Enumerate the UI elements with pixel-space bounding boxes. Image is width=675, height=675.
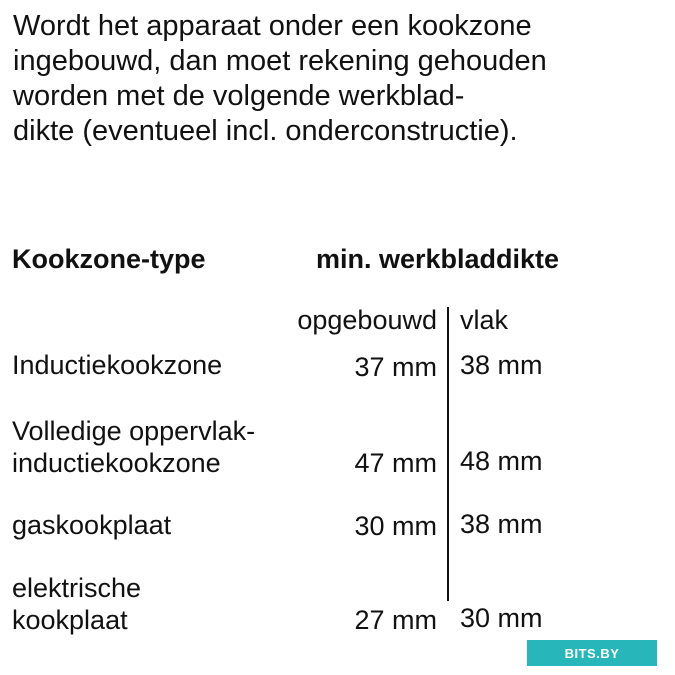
header-min-werkbladdikte: min. werkbladdikte (316, 244, 560, 274)
column-divider (447, 307, 449, 601)
watermark-text: BITS.BY (564, 645, 620, 661)
intro-line-1: Wordt het apparaat onder een kookzone (13, 10, 532, 42)
row-label-gaskookplaat (12, 509, 171, 541)
row-label-line: Volledige oppervlak- (12, 416, 256, 446)
row-label-volledige-oppervlak-inductiekookzone (12, 415, 255, 479)
row-label-elektrische-kookplaat (12, 572, 141, 636)
value-opgebouwd-gaskookplaat: 30 mm (354, 511, 437, 541)
watermark-badge (527, 640, 657, 666)
row-label-line: gaskookplaat (12, 510, 172, 540)
header-kookzone-type: Kookzone-type (12, 244, 206, 274)
column-header-opgebouwd: opgebouwd (297, 305, 437, 335)
value-vlak-volledige-oppervlak: 48 mm (460, 446, 543, 476)
intro-line-3: worden met de volgende werkblad- (13, 80, 465, 112)
intro-line-4: dikte (eventueel incl. onderconstructie). (13, 115, 518, 147)
column-header-vlak: vlak (460, 305, 509, 335)
value-vlak-elektrische-kookplaat: 30 mm (460, 603, 543, 633)
row-label-line: Inductiekookzone (12, 350, 223, 380)
value-opgebouwd-inductiekookzone: 37 mm (354, 352, 437, 382)
row-label-inductiekookzone (12, 349, 222, 381)
value-vlak-inductiekookzone: 38 mm (460, 350, 543, 380)
row-label-line: elektrische (12, 573, 142, 603)
row-label-line: inductiekookzone (12, 448, 221, 478)
row-label-line: kookplaat (12, 605, 128, 635)
intro-line-2: ingebouwd, dan moet rekening gehouden (13, 45, 547, 77)
value-vlak-gaskookplaat: 38 mm (460, 509, 543, 539)
value-opgebouwd-volledige-oppervlak: 47 mm (354, 448, 437, 478)
intro-paragraph (13, 9, 653, 149)
value-opgebouwd-elektrische-kookplaat: 27 mm (354, 605, 437, 635)
